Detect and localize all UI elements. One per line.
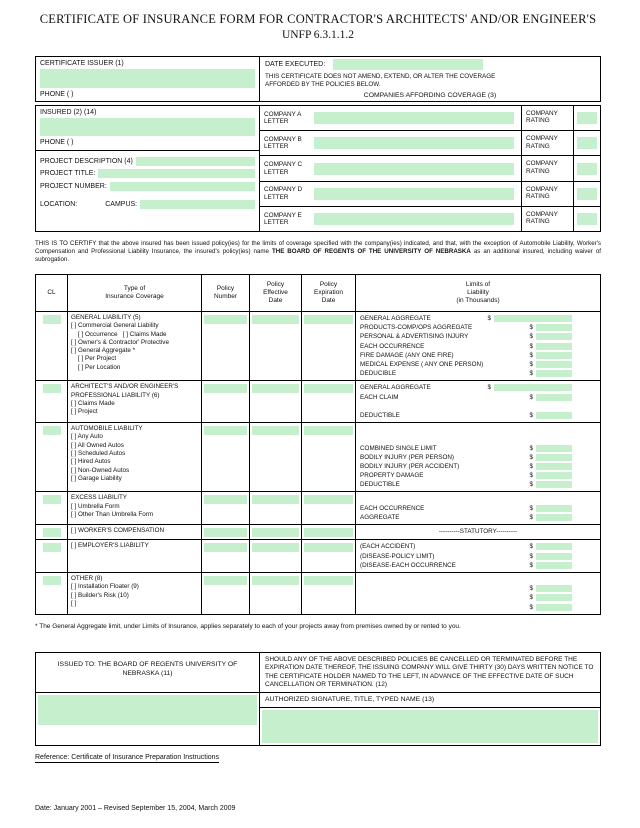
table-header-row — [36, 275, 600, 312]
policy-number-cell — [202, 492, 250, 524]
coverage-line[interactable]: [ ] Per Location — [71, 363, 121, 371]
company-rating-label: COMPANY RATING — [521, 207, 573, 231]
cl-cell — [36, 312, 68, 380]
limit-label: DEDUCIBLE — [360, 370, 397, 378]
certificate-form-page — [35, 12, 601, 812]
effective-date-cell — [250, 525, 302, 539]
cl-cell — [36, 423, 68, 491]
limit-line — [360, 369, 596, 378]
limit-label: EACH OCCURRENCE — [360, 342, 425, 350]
revision-date: Date: January 2001 – Revised September 15, 2004, March 2009 — [35, 804, 236, 812]
company-letter-label: COMPANY B LETTER — [264, 135, 302, 151]
policy-number-field[interactable] — [204, 315, 247, 324]
cl-field[interactable] — [43, 576, 61, 585]
limit-line — [360, 411, 596, 420]
date-executed-label: DATE EXECUTED: — [265, 61, 326, 68]
dollar-sign: $ — [487, 384, 491, 392]
coverage-line[interactable]: [ ] Any Auto — [71, 433, 103, 441]
limit-label: EACH CLAIM — [360, 393, 399, 401]
limit-amount-field[interactable] — [536, 343, 572, 350]
company-rating-field[interactable] — [577, 163, 597, 175]
project-title-label: PROJECT TITLE: — [40, 170, 96, 177]
coverage-line: GENERAL LIABILITY (5) — [71, 314, 141, 321]
company-letter-label: COMPANY C LETTER — [264, 161, 303, 176]
limit-line — [360, 342, 596, 351]
header-cl: CL — [36, 275, 68, 311]
coverage-line[interactable]: [ ] WORKER'S COMPENSATION — [71, 527, 165, 535]
dollar-sign: $ — [529, 504, 533, 512]
insured-field[interactable] — [40, 118, 255, 136]
cl-field[interactable] — [43, 315, 61, 324]
limit-line — [360, 393, 596, 402]
project-title-field[interactable] — [98, 169, 255, 178]
campus-field[interactable] — [140, 200, 255, 209]
coverage-type-cell — [68, 492, 202, 524]
reference-link[interactable]: Certificate of Insurance Preparation Instructions — [71, 753, 220, 761]
company-row — [260, 131, 600, 156]
company-letter-field[interactable] — [314, 112, 514, 124]
location-label: LOCATION: — [40, 200, 78, 208]
policy-number-cell — [202, 525, 250, 539]
coverage-line: PROFESSIONAL LIABILITY (6) — [71, 391, 160, 399]
limit-line — [360, 360, 596, 369]
limit-line — [360, 314, 596, 323]
issued-to-text: ISSUED TO: THE BOARD OF REGENTS UNIVERSITY OF NEBRASKA (11) — [36, 653, 259, 693]
expiration-date-cell — [302, 312, 356, 380]
effective-date-cell — [250, 423, 302, 491]
company-letter-field[interactable] — [314, 137, 514, 149]
reference-line — [35, 754, 601, 761]
dollar-sign: $ — [487, 315, 491, 323]
company-rating-label: COMPANY RATING — [521, 182, 573, 206]
policy-number-field[interactable] — [204, 528, 247, 537]
company-rating-label: COMPANY RATING — [521, 131, 573, 155]
dollar-sign: $ — [529, 462, 533, 470]
no-amend-notice: THIS CERTIFICATE DOES NOT AMEND, EXTEND, OR ALTER THE COVERAGE AFFORDED BY THE POLICIES BELOW. — [265, 73, 496, 88]
expiration-date-cell — [302, 525, 356, 539]
limit-label: (EACH ACCIDENT) — [360, 543, 416, 551]
form-number-subtitle: UNFP 6.3.1.1.2 — [281, 29, 355, 41]
limit-amount-field[interactable] — [536, 505, 572, 512]
coverage-line[interactable]: [ ] Scheduled Autos — [71, 449, 126, 457]
insured-cell — [36, 106, 259, 231]
limit-label: BODILY INJURY (PER PERSON) — [360, 453, 455, 461]
dollar-sign: $ — [529, 453, 533, 461]
issuer-cell — [36, 57, 259, 101]
insured-phone-label: PHONE ( ) — [40, 139, 74, 146]
policy-number-cell — [202, 381, 250, 422]
campus-label: CAMPUS: — [105, 200, 138, 208]
table-row-employers-liability — [36, 540, 600, 573]
effective-date-cell — [250, 573, 302, 614]
cl-cell — [36, 573, 68, 614]
coverage-line: OTHER (8) — [71, 574, 103, 582]
page-title: CERTIFICATE OF INSURANCE FORM FOR CONTRACTOR'S ARCHITECTS' AND/OR ENGINEER'S — [39, 12, 597, 26]
coverage-line[interactable]: [ ] EMPLOYER'S LIABILITY — [71, 542, 149, 550]
company-row — [260, 156, 600, 181]
cl-cell — [36, 492, 68, 524]
expiration-date-field[interactable] — [304, 384, 353, 393]
effective-date-field[interactable] — [252, 315, 299, 324]
expiration-date-cell — [302, 540, 356, 572]
limits-cell — [356, 381, 600, 422]
coverage-type-cell — [68, 381, 202, 422]
header-policy-expiration-date: Policy Expiration Date — [302, 275, 356, 311]
coverage-line[interactable]: [ ] Commercial General Liability — [71, 322, 159, 330]
limits-cell — [356, 423, 600, 491]
limit-label: MEDICAL EXPENSE ( ANY ONE PERSON) — [360, 361, 484, 369]
date-executed-cell — [259, 57, 600, 101]
limit-line — [360, 513, 596, 522]
companies-affording-coverage-header: COMPANIES AFFORDING COVERAGE (3) — [363, 92, 497, 99]
dollar-sign: $ — [529, 324, 533, 332]
cl-field[interactable] — [43, 543, 61, 552]
coverage-line: EXCESS LIABILITY — [71, 494, 127, 502]
limit-amount-field[interactable] — [536, 370, 572, 377]
limit-label: COMBINED SINGLE LIMIT — [360, 444, 437, 452]
effective-date-field[interactable] — [252, 384, 299, 393]
limit-amount-field[interactable] — [536, 543, 572, 550]
dollar-sign: $ — [529, 342, 533, 350]
expiration-date-field[interactable] — [304, 495, 353, 504]
issuer-phone-label: PHONE ( ) — [40, 91, 74, 98]
effective-date-cell — [250, 312, 302, 380]
coverage-line[interactable]: [ ] Builder's Risk (10) — [71, 591, 129, 599]
coverage-line[interactable]: [ ] Owner's & Contractor' Protective — [71, 338, 169, 346]
issuer-section — [35, 56, 601, 102]
limit-line — [360, 584, 596, 593]
policy-number-field[interactable] — [204, 576, 247, 585]
header-limits-of-liability: Limits of Liability (in Thousands) — [456, 281, 500, 304]
limit-label: ----------STATUTORY---------- — [438, 528, 518, 536]
limit-line — [360, 434, 596, 443]
limit-line — [360, 351, 596, 360]
limit-amount-field[interactable] — [494, 384, 572, 391]
coverage-type-cell — [68, 540, 202, 572]
limit-amount-field[interactable] — [536, 463, 572, 470]
cl-field[interactable] — [43, 495, 61, 504]
coverage-line[interactable]: [ ] Hired Autos — [71, 458, 111, 466]
coverage-type-cell — [68, 573, 202, 614]
limits-cell — [356, 540, 600, 572]
limits-cell — [356, 573, 600, 614]
general-aggregate-footnote: * The General Aggregate limit, under Limits of Insurance, applies separately to each of your projects away from premises owned by or rented to you. — [35, 622, 461, 630]
coverage-line[interactable]: [ ] Other Than Umbrella Form — [71, 510, 154, 518]
policy-number-cell — [202, 573, 250, 614]
limit-line — [360, 504, 596, 513]
company-letter-label: COMPANY D LETTER — [264, 186, 303, 201]
limit-label: DEDUCTIBLE — [360, 481, 400, 489]
limit-line — [360, 552, 596, 561]
limit-line — [360, 593, 596, 602]
table-row-other — [36, 573, 600, 614]
cl-cell — [36, 540, 68, 572]
cl-cell — [36, 381, 68, 422]
dollar-sign: $ — [529, 552, 533, 560]
cancellation-text: SHOULD ANY OF THE ABOVE DESCRIBED POLICIES BE CANCELLED OR TERMINATED BEFORE THE EXPIRATION DATE THEREOF, THE ISSUING COMPANY WILL GIVE THIRTY (30) DAYS WRITTEN NOTICE TO THE CERTIFICATE HOLDER NAMED TO THE LEFT, IN ADVANCE OF THE EFFECTIVE DATE OF SUCH CANCELLATION OR TERMINATION. (12) — [260, 653, 600, 693]
limits-cell — [356, 525, 600, 539]
limit-amount-field[interactable] — [536, 481, 572, 488]
limit-line — [360, 462, 596, 471]
effective-date-cell — [250, 492, 302, 524]
limit-label: PROPERTY DAMAGE — [360, 472, 424, 480]
company-letter-label: COMPANY E LETTER — [264, 211, 302, 226]
limit-label: PRODUCTS-COMP/OPS AGGREGATE — [360, 324, 473, 332]
limit-line — [360, 494, 596, 503]
coverage-line[interactable]: [ ] Garage Liability — [71, 474, 122, 482]
limit-amount-field[interactable] — [536, 604, 572, 611]
limit-amount-field[interactable] — [536, 324, 572, 331]
limit-label: EACH OCCURRENCE — [360, 504, 425, 512]
coverage-line[interactable]: [ ] — [71, 599, 77, 607]
coverage-line[interactable]: [ ] Non-Owned Autos — [71, 466, 130, 474]
limit-amount-field[interactable] — [536, 445, 572, 452]
coverage-line[interactable]: [ ] Umbrella Form — [71, 502, 120, 510]
expiration-date-cell — [302, 573, 356, 614]
header-policy-effective-date: Policy Effective Date — [250, 275, 302, 311]
limit-label: (DISEASE-POLICY LIMIT) — [360, 552, 435, 560]
company-rating-field[interactable] — [577, 213, 597, 225]
coverage-type-cell — [68, 312, 202, 380]
dollar-sign: $ — [529, 411, 533, 419]
limit-label: DEDUCTIBLE — [360, 411, 400, 419]
policy-number-field[interactable] — [204, 543, 247, 552]
coverage-line[interactable]: [ ] Occurrence [ ] Claims Made — [71, 330, 167, 338]
limit-amount-field[interactable] — [494, 315, 572, 322]
company-rating-field[interactable] — [577, 137, 597, 149]
effective-date-field[interactable] — [252, 426, 299, 435]
limit-line — [360, 383, 596, 392]
limit-line — [360, 542, 596, 551]
limit-line — [360, 443, 596, 452]
issued-to-cell — [36, 653, 259, 745]
expiration-date-cell — [302, 492, 356, 524]
limit-line — [360, 425, 596, 434]
limit-label: (DISEASE-EACH OCCURRENCE — [360, 561, 456, 569]
issued-to-field[interactable] — [38, 695, 257, 725]
limit-line — [360, 323, 596, 332]
dollar-sign: $ — [529, 543, 533, 551]
dollar-sign: $ — [529, 333, 533, 341]
expiration-date-cell — [302, 423, 356, 491]
expiration-date-field[interactable] — [304, 426, 353, 435]
authorized-signature-label: AUTHORIZED SIGNATURE, TITLE, TYPED NAME (13) — [260, 693, 600, 708]
company-row — [260, 182, 600, 207]
limit-label: FIRE DAMAGE (ANY ONE FIRE) — [360, 351, 454, 359]
reference-label: Reference: — [35, 753, 72, 761]
table-row-general-liability — [36, 312, 600, 381]
coverage-line[interactable]: [ ] All Owned Autos — [71, 441, 124, 449]
limit-label: PERSONAL & ADVERTISING INJURY — [360, 333, 469, 341]
policy-number-field[interactable] — [204, 426, 247, 435]
dollar-sign: $ — [529, 370, 533, 378]
limit-line — [360, 561, 596, 570]
limit-amount-field[interactable] — [536, 352, 572, 359]
header-type-of-insurance: Type of Insurance Coverage — [68, 275, 202, 311]
company-rating-field[interactable] — [577, 112, 597, 124]
coverage-line[interactable]: [ ] General Aggregate * — [71, 347, 136, 355]
limit-line — [360, 402, 596, 411]
company-letter-field[interactable] — [314, 163, 514, 175]
coverage-line: AUTOMOBILE LIABILITY — [71, 425, 143, 433]
effective-date-field[interactable] — [252, 495, 299, 504]
limit-amount-field[interactable] — [536, 472, 572, 479]
limit-line — [360, 527, 596, 536]
limit-amount-field[interactable] — [536, 454, 572, 461]
limit-amount-field[interactable] — [536, 585, 572, 592]
limit-amount-field[interactable] — [536, 562, 572, 569]
company-rating-field[interactable] — [577, 188, 597, 200]
policy-number-field[interactable] — [204, 495, 247, 504]
limit-label: AGGREGATE — [360, 513, 400, 521]
limit-amount-field[interactable] — [536, 594, 572, 601]
dollar-sign: $ — [529, 393, 533, 401]
limit-line — [360, 453, 596, 462]
company-letter-field[interactable] — [314, 213, 514, 225]
limit-amount-field[interactable] — [536, 553, 572, 560]
issued-to-field-area — [36, 693, 259, 745]
table-row-workers-compensation — [36, 525, 600, 540]
certificate-issuer-field[interactable] — [40, 69, 255, 88]
dollar-sign: $ — [529, 603, 533, 611]
authorized-signature-field[interactable] — [262, 710, 598, 743]
effective-date-field[interactable] — [252, 528, 299, 537]
coverage-line: ARCHITECT'S AND/OR ENGINEER'S — [71, 383, 179, 391]
table-row-professional-liability — [36, 381, 600, 423]
coverage-line[interactable]: [ ] Installation Floater (9) — [71, 583, 139, 591]
company-letter-label: COMPANY A LETTER — [264, 110, 302, 126]
expiration-date-cell — [302, 381, 356, 422]
insured-section — [35, 105, 601, 232]
policy-number-cell — [202, 312, 250, 380]
limit-amount-field[interactable] — [536, 333, 572, 340]
date-executed-field[interactable] — [333, 59, 483, 70]
dollar-sign: $ — [529, 513, 533, 521]
coverage-line[interactable]: [ ] Project — [71, 408, 98, 416]
limit-line — [360, 332, 596, 341]
limit-line — [360, 603, 596, 612]
project-number-field[interactable] — [110, 182, 255, 191]
authorized-signature-field-area — [260, 708, 600, 745]
cl-field[interactable] — [43, 426, 61, 435]
limit-line — [360, 480, 596, 489]
policy-number-cell — [202, 540, 250, 572]
cancellation-cell — [259, 653, 600, 745]
header-policy-number: Policy Number — [202, 275, 250, 311]
cl-field[interactable] — [43, 384, 61, 393]
project-description-field[interactable] — [136, 157, 255, 166]
companies-cell — [259, 106, 600, 231]
limit-amount-field[interactable] — [536, 514, 572, 521]
limits-cell — [356, 492, 600, 524]
table-row-automobile-liability — [36, 423, 600, 492]
limit-label: GENERAL AGGREGATE — [360, 315, 431, 323]
coverage-table — [35, 274, 601, 615]
certificate-issuer-label: CERTIFICATE ISSUER (1) — [40, 60, 124, 67]
table-row-excess-liability — [36, 492, 600, 525]
dollar-sign: $ — [529, 351, 533, 359]
coverage-line[interactable]: [ ] Per Project — [71, 355, 117, 363]
limit-amount-field[interactable] — [536, 394, 572, 401]
policy-number-cell — [202, 423, 250, 491]
dollar-sign: $ — [529, 585, 533, 593]
expiration-date-field[interactable] — [304, 315, 353, 324]
limits-cell — [356, 312, 600, 380]
project-number-label: PROJECT NUMBER: — [40, 182, 107, 190]
section-divider — [36, 150, 259, 151]
effective-date-cell — [250, 540, 302, 572]
dollar-sign: $ — [529, 561, 533, 569]
dollar-sign: $ — [529, 361, 533, 369]
company-letter-field[interactable] — [314, 188, 514, 200]
effective-date-cell — [250, 381, 302, 422]
company-rating-label: COMPANY RATING — [521, 156, 573, 180]
cl-cell — [36, 525, 68, 539]
policy-number-field[interactable] — [204, 384, 247, 393]
issued-to-section — [35, 652, 601, 746]
expiration-date-field[interactable] — [304, 528, 353, 537]
limit-amount-field[interactable] — [536, 412, 572, 419]
company-row — [260, 207, 600, 231]
limit-line — [360, 471, 596, 480]
expiration-date-field[interactable] — [304, 543, 353, 552]
limit-label: GENERAL AGGREGATE — [360, 384, 431, 392]
limit-amount-field[interactable] — [536, 361, 572, 368]
effective-date-field[interactable] — [252, 543, 299, 552]
certification-text: THIS IS TO CERTIFY that the above insured has been issued policy(ies) for the limits of coverage specified with the company(ies) indicated, and that, with the exception of Automobile Liability, Worker's Compensation and Professional Liability Insurance, the insured's policy(ies) name THE BOARD OF REGENTS OF THE UNIVERSITY OF NEBRASKA as an additional insured, including waiver of subrogation. — [35, 240, 601, 263]
company-rating-label: COMPANY RATING — [521, 106, 573, 130]
expiration-date-field[interactable] — [304, 576, 353, 585]
dollar-sign: $ — [529, 481, 533, 489]
dollar-sign: $ — [529, 444, 533, 452]
cl-field[interactable] — [43, 528, 61, 537]
effective-date-field[interactable] — [252, 576, 299, 585]
project-description-label: PROJECT DESCRIPTION (4) — [40, 157, 133, 165]
limit-line — [360, 575, 596, 584]
dollar-sign: $ — [529, 472, 533, 480]
coverage-type-cell — [68, 423, 202, 491]
coverage-type-cell — [68, 525, 202, 539]
dollar-sign: $ — [529, 594, 533, 602]
insured-label: INSURED (2) (14) — [40, 109, 97, 116]
limit-label: BODILY INJURY (PER ACCIDENT) — [360, 462, 460, 470]
coverage-line[interactable]: [ ] Claims Made — [71, 399, 115, 407]
company-row — [260, 106, 600, 131]
